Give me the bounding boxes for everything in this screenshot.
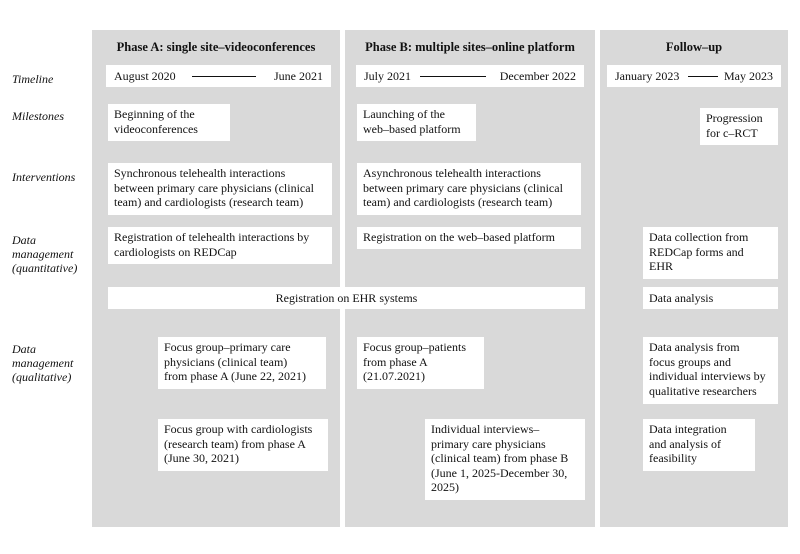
row-label-milestones: Milestones [12,109,64,123]
phase-a-header: Phase A: single site–videoconferences [116,40,316,54]
qual-line: Focus group–primary care [164,340,291,354]
row-label-data-management-qualitative [12,342,73,384]
quant-phase-b [357,227,581,249]
quant-follow-up [643,227,778,279]
qual-phase-a-focus-group-cardiologists [158,419,328,471]
intervention-line: team) and cardiologists (research team) [363,195,553,209]
milestone-line: web–based platform [363,121,461,136]
timeline-start: August 2020 [114,69,176,83]
quant-phase-a [108,227,332,264]
qual-line: Individual interviews– [431,422,540,436]
qual-line: Data integration [649,422,727,436]
qual-phase-b-focus-group-patients [357,337,484,389]
row-label-line: (qualitative) [12,370,72,384]
milestone-phase-b [357,104,476,141]
qual-line: (June 30, 2021) [164,451,239,465]
qual-line: (clinical team) from phase B [431,451,569,465]
milestone-phase-a [108,104,230,141]
qual-line: physicians (clinical team) [164,354,288,369]
timeline-line [688,76,718,77]
intervention-line: Asynchronous telehealth interactions [363,166,541,180]
qual-phase-b-individual-interviews [425,419,585,500]
qual-follow-up-integration [643,419,755,471]
timeline-start: January 2023 [615,69,680,83]
milestone-line: Launching of the [363,107,445,121]
timeline-line [420,76,486,77]
quant-line: Registration on the web–based platform [363,230,555,244]
timeline-line [192,76,256,77]
intervention-line: between primary care physicians (clinical [363,180,563,195]
quant-line: EHR [649,259,673,273]
qual-line: (research team) from phase A [164,436,306,451]
ehr-registration-bar: Registration on EHR systems [108,287,585,309]
qual-line: individual interviews by [649,369,766,383]
row-label-interventions: Interventions [12,170,76,184]
timeline-phase-a [106,65,331,87]
qual-line: primary care physicians [431,436,546,451]
qual-line: Focus group–patients [363,340,466,354]
intervention-line: team) and cardiologists (research team) [114,195,304,209]
milestone-line: Progression [706,111,763,125]
qual-line: (21.07.2021) [363,369,425,383]
phase-b-header: Phase B: multiple sites–online platform [365,40,575,54]
timeline-end: May 2023 [724,69,773,83]
qual-line: (June 1, 2025-December 30, [431,465,568,480]
qual-line: focus groups and [649,354,731,369]
timeline-phase-b [356,65,584,87]
follow-up-header: Follow–up [665,40,723,54]
qual-line: from phase A [363,354,428,369]
qual-line: feasibility [649,451,697,465]
qual-line: from phase A (June 22, 2021) [164,369,306,383]
qual-phase-a-focus-group-pcp [158,337,326,389]
row-label-line: Data [12,342,36,356]
quant-line: cardiologists on REDCap [114,244,237,259]
data-analysis-box: Data analysis [643,287,778,309]
row-label-line: management [12,247,74,261]
intervention-phase-b [357,163,581,215]
row-label-line: (quantitative) [12,261,78,275]
qual-line: qualitative researchers [649,383,757,398]
qual-follow-up-analysis [643,337,778,404]
quant-line: Data collection from [649,230,749,244]
qual-line: and analysis of [649,436,721,451]
quant-line: REDCap forms and [649,244,744,259]
row-label-line: management [12,356,74,370]
intervention-line: Synchronous telehealth interactions [114,166,286,180]
milestone-line: Beginning of the [114,107,195,121]
timeline-end: June 2021 [274,69,323,83]
row-label-timeline: Timeline [12,72,54,86]
timeline-follow-up [607,65,781,87]
intervention-phase-a [108,163,332,215]
quant-line: Registration of telehealth interactions by [114,230,310,244]
qual-line: Focus group with cardiologists [164,422,313,436]
qual-line: Data analysis from [649,340,740,354]
row-label-line: Data [12,233,36,247]
row-label-data-management-quantitative [12,233,77,275]
qual-line: 2025) [431,480,459,494]
intervention-line: between primary care physicians (clinical [114,180,314,195]
milestone-follow-up [700,108,778,145]
milestone-line: for c–RCT [706,125,758,140]
timeline-end: December 2022 [499,69,576,83]
timeline-start: July 2021 [364,69,412,83]
milestone-line: videoconferences [114,121,198,136]
